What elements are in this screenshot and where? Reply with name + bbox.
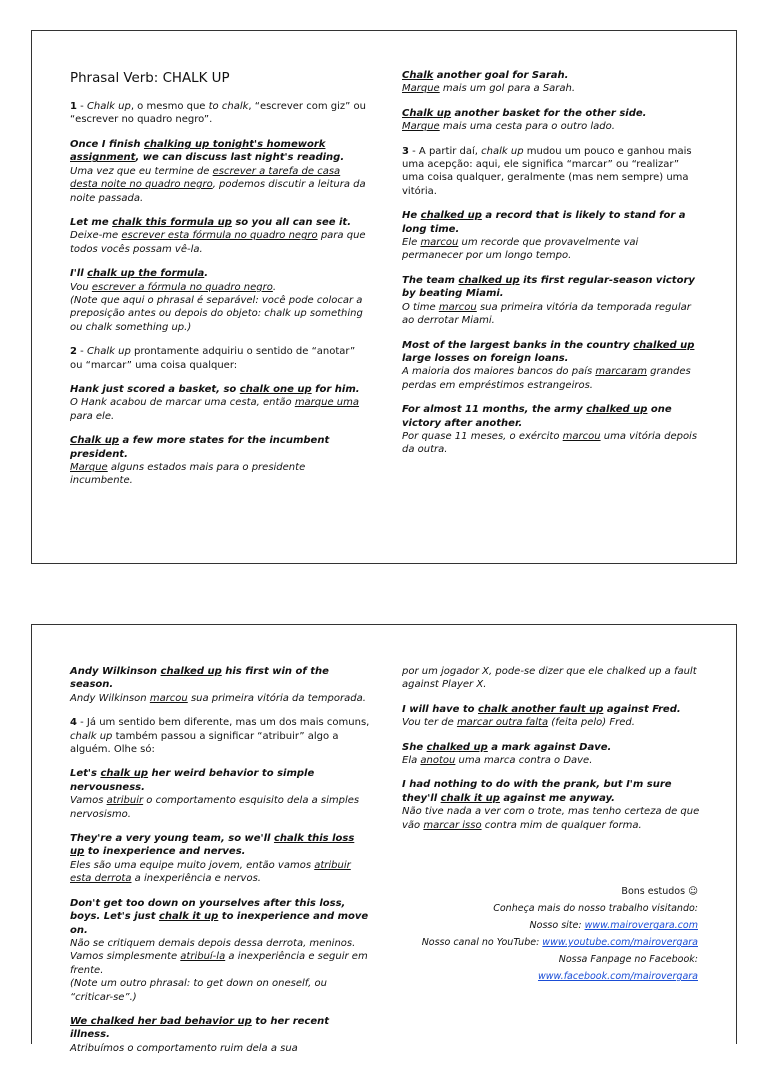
portuguese-translation <box>70 165 370 205</box>
highlight-phrase: chalked up <box>420 210 482 222</box>
english-example <box>402 69 702 82</box>
text-run: She <box>402 741 427 753</box>
highlight-phrase: escrever esta fórmula no quadro negro <box>121 230 318 242</box>
text-run: - A partir daí, <box>408 145 482 157</box>
example-pair <box>402 69 702 96</box>
text-run: another goal for Sarah. <box>433 70 569 81</box>
highlight-phrase: Marque <box>402 83 440 95</box>
english-example <box>402 703 702 716</box>
text-run: to her recent illness. <box>70 1015 330 1041</box>
highlight-phrase: chalked up <box>586 404 648 416</box>
english-example <box>402 741 702 754</box>
text-run: Most of the largest banks in the country <box>402 339 634 351</box>
highlight-phrase: chalk this loss up <box>70 833 355 858</box>
text-run: Let's <box>70 768 101 780</box>
text-run: for him. <box>311 383 360 395</box>
english-example <box>70 767 370 794</box>
english-example <box>402 403 702 430</box>
page2-right-column <box>402 665 702 843</box>
text-run: mais uma cesta para o outro lado. <box>439 121 615 133</box>
portuguese-translation <box>70 396 370 423</box>
site-link[interactable]: www.mairovergara.com <box>584 920 698 931</box>
site-line <box>398 917 698 934</box>
paragraph-text <box>402 145 702 199</box>
text-run: - <box>76 101 87 113</box>
text-run: também passou a significar “atribuir” algo a alguém. Olhe só: <box>70 730 339 756</box>
section-number: 3 <box>402 145 409 157</box>
text-run: large losses on foreign loans. <box>402 352 569 364</box>
text-run: another basket for the other side. <box>451 107 647 119</box>
text-run: grandes perdas em empréstimos estrangeiros. <box>402 366 691 391</box>
portuguese-translation <box>402 365 702 392</box>
example-pair <box>70 767 370 821</box>
text-run: uma marca contra o Dave. <box>455 755 593 767</box>
example-pair <box>70 1015 370 1055</box>
youtube-label: Nosso canal no YouTube: <box>421 937 543 948</box>
highlight-phrase: Chalk up <box>70 435 120 447</box>
text-run: Uma vez que eu termine de <box>70 165 213 177</box>
portuguese-translation <box>402 805 702 832</box>
highlight-phrase: We chalked her bad behavior up <box>70 1015 252 1027</box>
text-run: o comportamento esquisito dela a simples nervosismo. <box>70 795 360 820</box>
text-run: Atribuímos o comportamento ruim dela a sua <box>70 1042 298 1054</box>
highlight-phrase: atribuir <box>106 795 144 807</box>
section-number: 1 <box>70 101 77 113</box>
text-run: para ele. <box>70 410 115 422</box>
example-pair <box>70 897 370 1004</box>
english-example <box>70 665 370 692</box>
portuguese-translation <box>70 1042 370 1055</box>
english-example <box>70 383 370 396</box>
portuguese-translation <box>402 754 702 767</box>
english-example <box>402 339 702 366</box>
text-run: a mark against Dave. <box>487 741 612 753</box>
highlight-phrase: marcaram <box>595 366 647 378</box>
example-pair <box>402 339 702 393</box>
text-run: a inexperiência e nervos. <box>131 873 261 885</box>
text-run: mais um gol para a Sarah. <box>439 83 576 95</box>
highlight-phrase: marque uma <box>294 397 360 409</box>
example-pair <box>70 434 370 488</box>
english-example <box>70 1015 370 1042</box>
portuguese-translation <box>402 716 702 729</box>
english-example <box>70 832 370 859</box>
portuguese-translation <box>70 937 370 977</box>
text-run: por um jogador X, pode-se dizer que ele <box>402 666 607 677</box>
highlight-phrase: chalk this formula up <box>112 216 232 228</box>
page-1 <box>31 30 737 564</box>
portuguese-translation <box>402 82 702 95</box>
visit-text: Conheça mais do nosso trabalho visitando: <box>493 903 698 914</box>
text-run: Por quase 11 meses, o exército <box>402 430 563 442</box>
term: chalk up <box>70 730 113 742</box>
english-example <box>70 267 370 280</box>
portuguese-translation <box>402 430 702 457</box>
youtube-line <box>398 934 698 951</box>
highlight-phrase: chalk it up <box>440 792 500 804</box>
highlight-phrase: marcou <box>562 430 601 442</box>
text-run: - Já um sentido bem diferente, mas um dos mais comuns, <box>76 717 370 729</box>
text-run: so you all can see it. <box>231 216 351 228</box>
english-example <box>402 778 702 805</box>
example-pair <box>402 274 702 328</box>
text-run: one victory after another. <box>402 404 672 429</box>
portuguese-translation <box>70 692 370 705</box>
term: Chalk up <box>86 101 131 113</box>
page2-left-column <box>70 665 370 1066</box>
site-label: Nosso site: <box>529 920 585 931</box>
page-2 <box>31 624 737 1054</box>
text-run: para que todos vocês possam vê-la. <box>70 230 366 255</box>
page1-left-column <box>70 71 370 499</box>
highlight-phrase: marcou <box>420 237 459 249</box>
explanation-paragraph <box>70 716 370 756</box>
text-run: uma vitória depois da outra. <box>402 430 698 456</box>
text-run: Deixe-me <box>70 230 122 242</box>
footer-credits <box>398 883 698 985</box>
text-run: - <box>76 346 87 358</box>
term: chalked up a fault against Player X <box>402 666 697 691</box>
text-run: Andy Wilkinson <box>70 666 161 677</box>
text-run: mudou um pouco e ganhou mais uma acepção: aqui, ele significa “marcar” ou “realizar” uma coisa qualquer, geralmente (mas nem sempre) uma vitória. <box>402 145 692 197</box>
text-run: , “escrever com giz” ou “escrever no quadro negro”. <box>70 101 366 126</box>
text-run: prontamente adquiriu o sentido de “anotar” ou “marcar” uma coisa qualquer: <box>70 346 356 371</box>
highlight-phrase: atribuí-la <box>180 951 226 963</box>
english-example <box>70 897 370 937</box>
highlight-phrase: chalked up <box>160 666 222 677</box>
closing-text: Bons estudos ☺ <box>621 886 698 897</box>
highlight-phrase: Chalk <box>402 70 434 81</box>
example-pair <box>402 209 702 263</box>
term: Chalk up <box>86 346 131 358</box>
text-run: I had nothing to do with the prank, but I'm sure they'll <box>402 779 672 804</box>
text-run: O time <box>402 301 439 313</box>
text-run: Eles são uma equipe muito jovem, então vamos <box>70 859 315 871</box>
text-run: Não se critiquem demais depois dessa derrota, meninos. Vamos simplesmente <box>70 937 356 963</box>
highlight-phrase: Marque <box>402 121 440 133</box>
highlight-phrase: chalked up <box>458 274 520 286</box>
text-run: against Fred. <box>603 703 681 715</box>
facebook-label: Nossa Fanpage no Facebook: <box>558 954 698 965</box>
text-run: , podemos discutir a leitura da noite passada. <box>70 179 366 204</box>
example-pair <box>70 665 370 705</box>
highlight-phrase: marcou <box>438 301 477 313</box>
highlight-phrase: marcou <box>149 692 188 704</box>
example-pair <box>70 216 370 256</box>
term: chalk up <box>481 145 524 157</box>
portuguese-translation <box>70 794 370 821</box>
text-run: , o mesmo que <box>130 101 209 113</box>
text-run: his first win of the season. <box>70 666 329 691</box>
explanation-paragraph <box>402 145 702 199</box>
text-run: Vou <box>70 281 92 293</box>
text-run: . <box>483 679 487 691</box>
paragraph-text <box>70 100 370 127</box>
text-run: I will have to <box>402 703 478 715</box>
text-run: Ele <box>402 237 421 249</box>
highlight-phrase: atribuir esta derrota <box>70 859 351 885</box>
text-run: O Hank acabou de marcar uma cesta, então <box>70 397 295 409</box>
portuguese-translation <box>70 229 370 256</box>
highlight-phrase: anotou <box>420 755 456 767</box>
text-run: um recorde que provavelmente vai permanecer por um longo tempo. <box>402 237 639 262</box>
text-run: a few more states for the incumbent president. <box>70 435 330 460</box>
text-run: For almost 11 months, the army <box>402 404 587 416</box>
text-run: sua primeira vitória da temporada regular ao derrotar Miami. <box>402 301 691 327</box>
portuguese-translation <box>70 859 370 886</box>
text-run: , we can discuss last night's reading. <box>135 152 345 164</box>
highlight-phrase: chalk it up <box>158 911 219 923</box>
portuguese-translation <box>70 461 370 488</box>
text-run: its first regular-season victory by beating Miami. <box>402 274 695 300</box>
usage-note: (Note um outro phrasal: to get down on oneself, ou “criticar-se”.) <box>70 978 327 1003</box>
highlight-phrase: chalk another fault up <box>478 703 604 715</box>
example-pair <box>402 107 702 134</box>
text-run: I'll <box>70 268 88 280</box>
highlight-phrase: Marque <box>70 462 108 474</box>
text-run: to inexperience and nerves. <box>84 846 246 858</box>
text-run: Hank just scored a basket, so <box>70 383 240 395</box>
text-run: The team <box>402 274 459 286</box>
text-run: a inexperiência e seguir em frente. <box>70 951 368 976</box>
text-run: (feita pelo) Fred. <box>548 717 635 729</box>
text-run: Ela <box>402 755 421 767</box>
example-pair <box>70 267 370 334</box>
page-title: Phrasal Verb: CHALK UP <box>70 71 230 86</box>
text-run: Andy Wilkinson <box>70 692 150 704</box>
highlight-phrase: marcar outra falta <box>456 717 549 729</box>
highlight-phrase: chalked up <box>426 741 488 753</box>
text-run: Let me <box>70 216 113 228</box>
highlight-phrase: chalking up tonight's homework assignment <box>70 138 326 164</box>
text-run: Vou ter de <box>402 717 457 729</box>
highlight-phrase: chalk up the formula <box>87 268 205 280</box>
youtube-link[interactable]: www.youtube.com/mairovergara <box>542 937 698 948</box>
highlight-phrase: chalk one up <box>239 383 312 395</box>
text-run: to inexperience and move on. <box>70 911 369 936</box>
explanation-paragraph <box>70 100 370 127</box>
term: to chalk <box>208 101 249 113</box>
text-run: alguns estados mais para o presidente incumbente. <box>70 462 306 487</box>
text-run: Não tive nada a ver com o trote, mas tenho certeza de que vão <box>402 806 700 831</box>
text-run: They're a very young team, so we'll <box>70 833 274 845</box>
text-run: Once I finish <box>70 138 144 150</box>
highlight-phrase: Chalk up <box>402 107 452 119</box>
text-run: Don't get too down on yourselves after this loss, boys. Let's just <box>70 897 346 923</box>
english-example <box>70 434 370 461</box>
english-example <box>402 274 702 301</box>
highlight-phrase: marcar isso <box>423 819 482 831</box>
example-pair <box>402 703 702 730</box>
example-pair <box>402 778 702 832</box>
text-run: her weird behavior to simple nervousness. <box>70 768 315 793</box>
paragraph-text <box>70 345 370 372</box>
example-pair <box>402 403 702 457</box>
example-pair <box>70 383 370 423</box>
text-run: Vamos <box>70 795 107 807</box>
example-pair <box>70 832 370 886</box>
english-example <box>70 138 370 165</box>
english-example <box>70 216 370 229</box>
highlight-phrase: chalk up <box>100 768 149 780</box>
highlight-phrase: escrever a tarefa de casa desta noite no quadro negro <box>70 165 341 191</box>
english-example <box>402 209 702 236</box>
facebook-link[interactable]: www.facebook.com/mairovergara <box>537 971 698 982</box>
section-number: 2 <box>70 346 77 358</box>
text-run: sua primeira vitória da temporada. <box>187 692 366 704</box>
english-example <box>402 107 702 120</box>
explanation-paragraph <box>70 345 370 372</box>
portuguese-translation <box>402 665 702 692</box>
highlight-phrase: chalked up <box>633 339 695 351</box>
portuguese-translation <box>70 281 370 294</box>
page1-right-column <box>402 69 702 468</box>
facebook-line <box>398 968 698 985</box>
usage-note: (Note que aqui o phrasal é separável: você pode colocar a preposição antes ou depois do objeto: chalk up something ou chalk something up.) <box>70 294 363 333</box>
example-pair <box>402 665 702 692</box>
text-run: He <box>402 210 421 222</box>
highlight-phrase: escrever a fórmula no quadro negro <box>91 281 273 293</box>
text-run: contra mim de qualquer forma. <box>481 819 642 831</box>
text-run: against me anyway. <box>499 792 615 804</box>
portuguese-translation <box>402 236 702 263</box>
example-pair <box>402 741 702 768</box>
portuguese-translation <box>402 301 702 328</box>
text-run: . <box>272 281 277 293</box>
text-run: A maioria dos maiores bancos do país <box>402 366 596 378</box>
text-run: a record that is likely to stand for a long time. <box>402 210 686 235</box>
portuguese-translation <box>402 120 702 133</box>
section-number: 4 <box>70 717 77 729</box>
example-pair <box>70 138 370 205</box>
paragraph-text <box>70 716 370 756</box>
text-run: . <box>204 268 209 280</box>
